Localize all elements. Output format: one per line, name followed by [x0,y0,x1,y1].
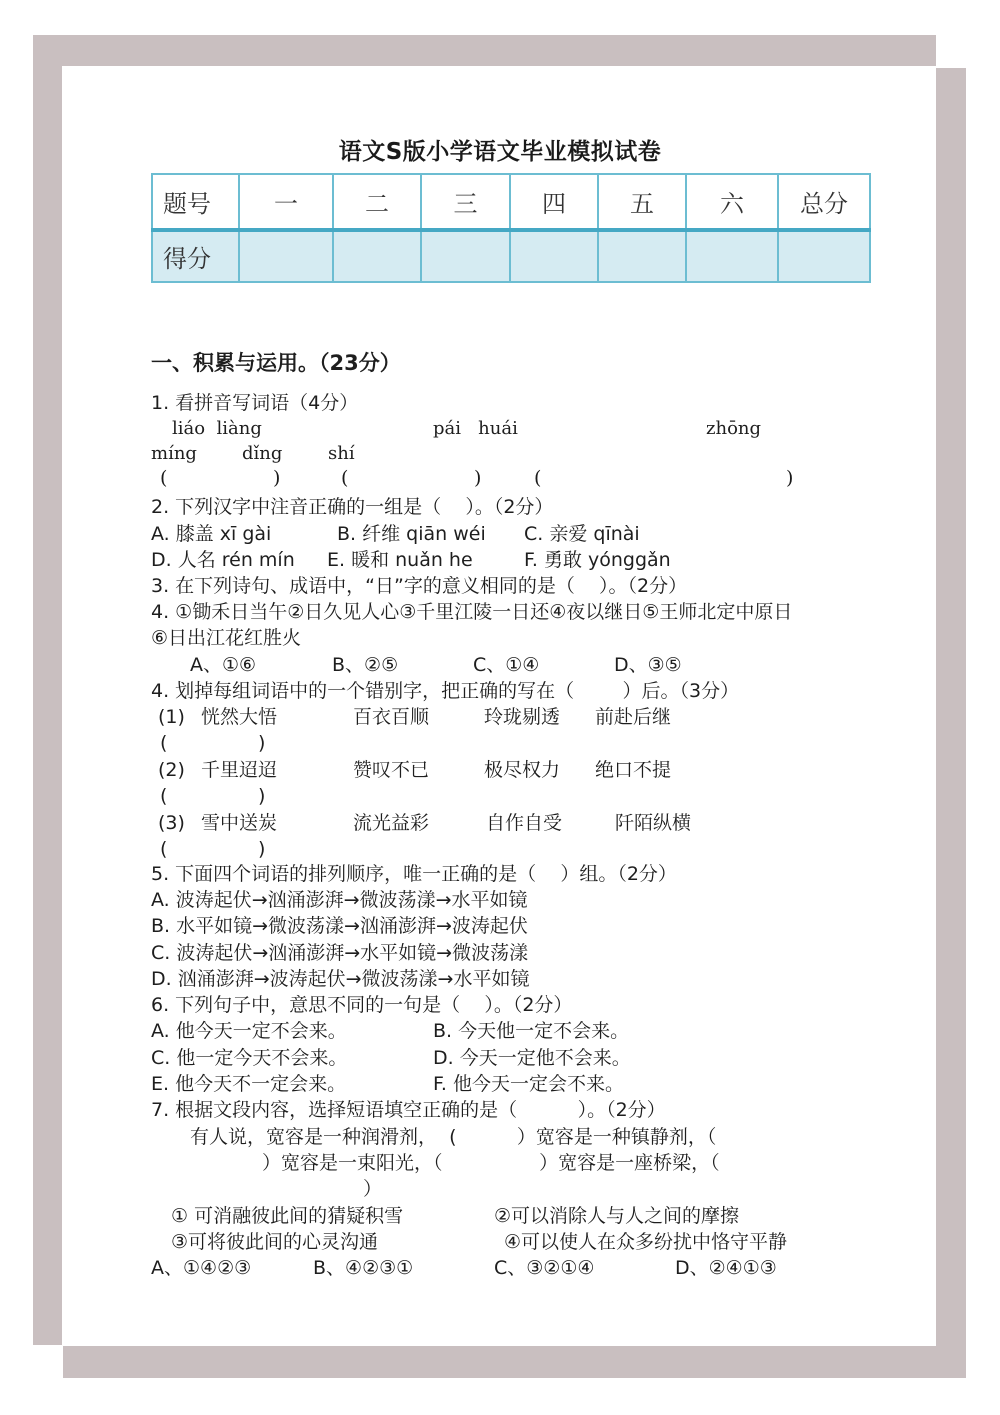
q7-option-c: C、③②①④ [494,1257,595,1279]
q4a-stem-line2: ⑥日出江花红胜火 [151,627,302,649]
column-1: 一 [239,174,333,230]
q7-passage-line2: ）宽容是一束阳光，（ ）宽容是一座桥梁，（ [262,1152,720,1174]
column-5: 五 [598,174,686,230]
q3-stem: 3. 在下列诗句、成语中，“日”字的意义相同的是（ ）。（2分） [151,575,688,597]
q2-option-c: C. 亲爱 qīnài [524,523,640,545]
q7-option-d: D、②④①③ [675,1257,777,1279]
q6-option-e: E. 他今天不一定会来。 [151,1073,347,1095]
q2-option-e: E. 暖和 nuǎn he [327,549,473,571]
q4b-group2-blank[interactable]: ( ) [160,785,266,807]
q1-blank-1-open: ( [160,467,168,489]
q1-blank-1-close: ) [273,467,281,489]
q4b-group3-word3: 自作自受 [486,812,563,834]
score-cell-4[interactable] [510,230,598,282]
q1-pinyin-4: míng [151,443,197,464]
q7-stem: 7. 根据文段内容，选择短语填空正确的是（ ）。（2分） [151,1099,666,1121]
q4b-group1-label: (1) [158,706,185,728]
q4a-option-c: C、①④ [473,654,540,676]
column-4: 四 [510,174,598,230]
q6-option-d: D. 今天一定他不会来。 [433,1047,631,1069]
q7-passage-line3: ） [363,1178,383,1200]
q2-option-b: B. 纤维 qiān wéi [337,523,486,545]
score-cell-2[interactable] [333,230,421,282]
q1-blank-3-open: ( [534,467,542,489]
q1-pinyin-3: zhōng [706,418,762,439]
q4b-group3-word2: 流光益彩 [353,812,430,834]
q5-stem: 5. 下面四个词语的排列顺序，唯一正确的是（ ）组。（2分） [151,863,677,885]
q7-passage-line1: 有人说，宽容是一种润滑剂， ( ）宽容是一种镇静剂，（ [190,1126,717,1148]
q4b-group1-blank[interactable]: ( ) [160,732,266,754]
q4b-group3-blank[interactable]: ( ) [160,838,266,860]
score-cell-total[interactable] [778,230,870,282]
q4b-group1-word1: 恍然大悟 [201,706,278,728]
q4b-group3-word1: 雪中送炭 [201,812,278,834]
section-heading: 一、积累与运用。（23分） [151,351,401,375]
q2-option-d: D. 人名 rén mín [151,549,295,571]
q5-option-a: A. 波涛起伏→汹涌澎湃→微波荡漾→水平如镜 [151,889,528,911]
q6-option-c: C. 他一定今天不会来。 [151,1047,348,1069]
q5-option-d: D. 汹涌澎湃→波涛起伏→微波荡漾→水平如镜 [151,968,530,990]
score-cell-5[interactable] [598,230,686,282]
q4b-group2-label: (2) [158,759,185,781]
column-2: 二 [333,174,421,230]
q4b-stem: 4. 划掉每组词语中的一个错别字，把正确的写在（ ）后。（3分） [151,680,740,702]
score-table-header-row [152,174,870,230]
q4b-group1-word2: 百衣百顺 [353,706,430,728]
q7-phrase-3: ③可将彼此间的心灵沟通 [171,1231,379,1253]
score-table-score-row [152,230,870,282]
score-label: 得分 [152,230,239,282]
q1-pinyin-6: shí [328,443,355,464]
q1-pinyin-5: dǐng [242,443,283,464]
q1-pinyin-2: pái huái [433,418,518,439]
q6-stem: 6. 下列句子中，意思不同的一句是（ ）。（2分） [151,994,573,1016]
q4a-option-d: D、③⑤ [614,654,682,676]
score-table [151,173,871,283]
q4b-group2-word3: 极尽权力 [484,759,561,781]
q4b-group3-label: (3) [158,812,185,834]
q1-blank-2-close: ) [474,467,482,489]
q2-option-a: A. 膝盖 xī gài [151,523,272,545]
q5-option-b: B. 水平如镜→微波荡漾→汹涌澎湃→波涛起伏 [151,915,528,937]
score-cell-1[interactable] [239,230,333,282]
header-label: 题号 [152,174,239,230]
q4b-group1-word4: 前赴后继 [595,706,672,728]
q6-option-a: A. 他今天一定不会来。 [151,1020,347,1042]
q7-option-a: A、①④②③ [151,1257,252,1279]
q7-phrase-4: ④可以使人在众多纷扰中恪守平静 [504,1231,788,1253]
exam-title: 语文S版小学语文毕业模拟试卷 [338,139,662,165]
q1-pinyin-1: liáo liàng [172,418,262,439]
q6-option-b: B. 今天他一定不会来。 [433,1020,630,1042]
q1-stem: 1. 看拼音写词语（4分） [151,392,359,414]
q4a-stem-line1: 4. ①锄禾日当午②日久见人心③千里江陵一日还④夜以继日⑤王师北定中原日 [151,601,793,623]
q4b-group1-word3: 玲珑剔透 [484,706,561,728]
q4b-group2-word2: 赞叹不已 [353,759,430,781]
q4a-option-b: B、②⑤ [332,654,399,676]
q2-stem: 2. 下列汉字中注音正确的一组是（ ）。（2分） [151,496,554,518]
q7-phrase-2: ②可以消除人与人之间的摩擦 [494,1205,740,1227]
score-cell-6[interactable] [686,230,778,282]
column-total: 总分 [778,174,870,230]
q7-option-b: B、④②③① [313,1257,414,1279]
q2-option-f: F. 勇敢 yónggǎn [524,549,671,571]
q5-option-c: C. 波涛起伏→汹涌澎湃→水平如镜→微波荡漾 [151,942,529,964]
q4b-group2-word1: 千里迢迢 [201,759,278,781]
q6-option-f: F. 他今天一定会不来。 [433,1073,624,1095]
q1-blank-2-open: ( [341,467,349,489]
column-3: 三 [421,174,510,230]
q4a-option-a: A、①⑥ [190,654,257,676]
q7-phrase-1: ① 可消融彼此间的猜疑积雪 [171,1205,404,1227]
score-cell-3[interactable] [421,230,510,282]
column-6: 六 [686,174,778,230]
q4b-group2-word4: 绝口不提 [595,759,672,781]
q1-blank-3-close: ) [786,467,794,489]
q4b-group3-word4: 阡陌纵横 [615,812,692,834]
